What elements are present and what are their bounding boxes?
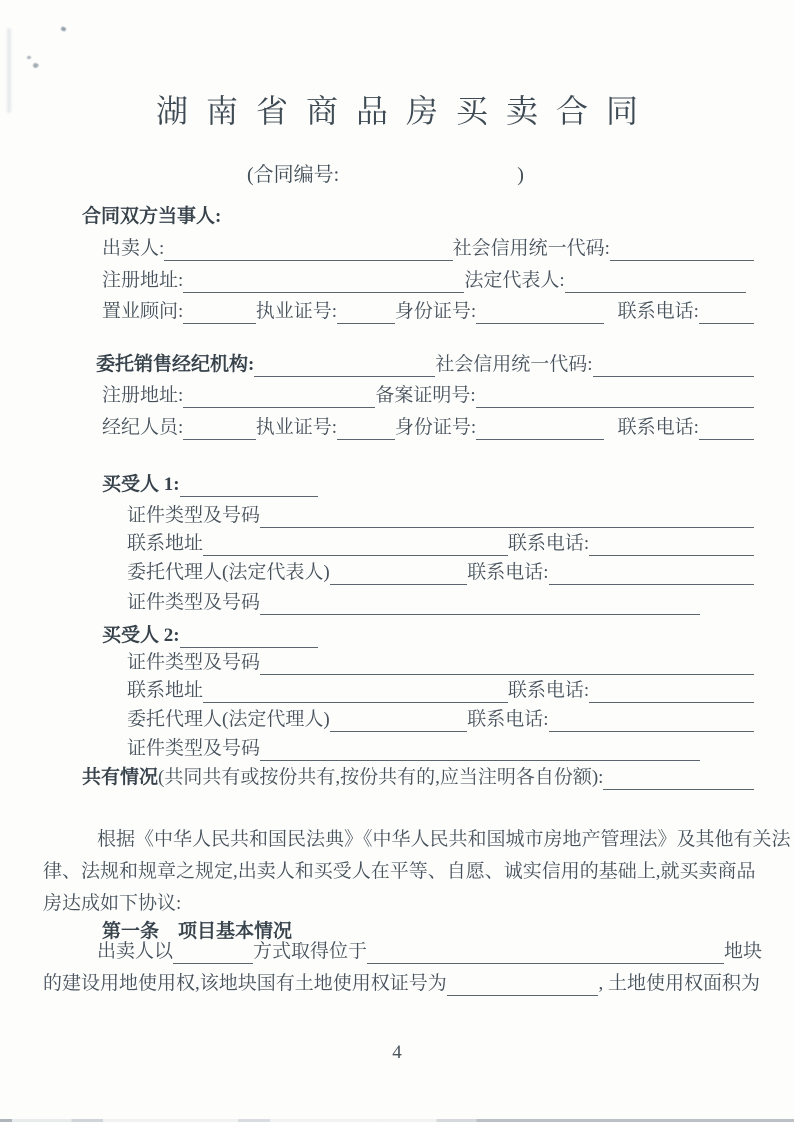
broker-staff-label: 经纪人员: [102,417,184,438]
buyer1-header: 买受人 1: [102,474,180,495]
seller-row [102,235,754,261]
buyer1-agent-phone-field [549,564,754,585]
land-row-2 [43,970,760,996]
broker-credit-code-field [593,356,755,377]
buyer2-agent-field [330,711,468,732]
buyer2-agent-phone-label: 联系电话: [467,709,549,730]
broker-reg-addr-label: 注册地址: [102,385,184,406]
buyer1-addr-row [127,530,754,556]
page-number: 4 [392,1042,402,1063]
seller-id-label: 身份证号: [394,301,477,322]
seller-license-label: 执业证号: [255,301,337,322]
co-ownership-field [603,769,754,790]
buyer2-cert-row [127,649,754,675]
buyer1-agent-field [330,564,468,585]
seller-legal-rep-label: 法定代表人: [464,270,565,291]
buyer2-header: 买受人 2: [102,625,180,646]
buyer2-agent-row [127,706,754,732]
seller-legal-rep-field [565,272,746,293]
buyer1-name-field [180,476,318,497]
article1-title: 项目基本情况 [178,921,293,942]
buyer2-agent-cert-label: 证件类型及号码 [127,738,261,759]
land-cert-no-field [447,975,599,996]
buyer2-agent-cert-field [260,740,700,761]
broker-org-label: 委托销售经纪机构: [96,354,255,375]
scan-bottom-edge [0,1119,794,1122]
buyer2-phone-field [589,682,754,703]
co-ownership-note: (共同共有或按份共有,按份共有的,应当注明各自份额): [158,767,604,788]
seller-credit-code-field [610,240,754,261]
broker-id-field [476,419,603,440]
broker-reg-addr-row [102,382,754,408]
buyer2-phone-label: 联系电话: [507,680,590,701]
broker-phone-label: 联系电话: [617,417,699,438]
preamble-line-2: 律、法规和规章之规定,出卖人和买受人在平等、自愿、诚实信用的基础上,就买卖商品 [43,861,756,882]
buyer1-agent-cert-field [260,594,700,615]
parties-header: 合同双方当事人: [82,206,222,227]
co-ownership-row [82,764,754,790]
seller-credit-code-label: 社会信用统一代码: [452,238,610,259]
buyer1-agent-cert-label: 证件类型及号码 [127,592,261,613]
buyer2-addr-field [203,682,508,703]
contract-number-field [339,167,517,187]
scan-speck [32,62,39,69]
land-parcel-label: 地块 [723,941,762,962]
broker-staff-row [102,414,754,440]
preamble-line-3: 房达成如下协议: [43,893,182,914]
buyer1-agent-cert-row [127,589,700,615]
buyer2-header-row [102,622,318,648]
scan-speck [27,56,32,60]
broker-record-no-label: 备案证明号: [375,385,476,406]
buyer2-agent-cert-row [127,735,700,761]
buyer2-cert-field [260,654,754,675]
buyer1-addr-field [203,535,508,556]
contract-number-close-paren: ) [517,164,524,186]
land-cert-label: 的建设用地使用权,该地块国有土地使用权证号为 [43,973,447,994]
seller-consultant-row [102,298,754,324]
parties-header-row [82,203,221,229]
broker-license-label: 执业证号: [255,417,337,438]
buyer1-agent-phone-label: 联系电话: [467,562,549,583]
seller-reg-addr-label: 注册地址: [102,270,184,291]
seller-name-field [164,240,452,261]
scan-speck [60,26,66,32]
buyer1-phone-label: 联系电话: [507,533,590,554]
buyer2-addr-label: 联系地址 [127,680,204,701]
broker-id-label: 身份证号: [394,417,477,438]
co-ownership-label: 共有情况 [82,767,159,788]
seller-consultant-field [183,303,255,324]
buyer2-cert-label: 证件类型及号码 [127,652,261,673]
buyer1-cert-field [260,507,754,528]
buyer1-cert-row [127,502,754,528]
broker-staff-field [183,419,255,440]
buyer2-addr-row [127,677,754,703]
buyer2-name-field [180,627,318,648]
buyer2-agent-phone-field [549,711,754,732]
seller-id-field [476,303,603,324]
seller-reg-addr-field [183,272,464,293]
article1-number: 第一条 [102,921,160,942]
document-title: 湖南省商品房买卖合同 [155,93,656,129]
land-location-label: 方式取得位于 [253,941,368,962]
contract-number-line [247,158,524,187]
broker-phone-field [699,419,754,440]
seller-phone-label: 联系电话: [617,301,699,322]
buyer1-phone-field [589,535,754,556]
broker-license-field [337,419,395,440]
buyer1-agent-label: 委托代理人(法定代表人) [127,562,330,583]
land-area-label: , 土地使用权面积为 [598,973,760,994]
contract-number-label: (合同编号: [247,164,340,186]
seller-reg-addr-row [102,267,746,293]
buyer1-agent-row [127,559,754,585]
seller-phone-field [699,303,754,324]
land-seller-label: 出卖人以 [97,941,174,962]
broker-reg-addr-field [183,387,375,408]
land-location-field [367,943,724,964]
broker-record-no-field [476,387,754,408]
seller-name-label: 出卖人: [102,238,165,259]
buyer1-header-row [102,471,318,497]
broker-org-field [254,356,435,377]
seller-license-field [337,303,395,324]
preamble-line-1: 根据《中华人民共和国民法典》《中华人民共和国城市房地产管理法》及其他有关法 [97,829,791,850]
land-method-field [173,943,253,964]
seller-consultant-label: 置业顾问: [102,301,184,322]
broker-credit-code-label: 社会信用统一代码: [435,354,593,375]
buyer1-cert-label: 证件类型及号码 [127,505,261,526]
broker-row [96,351,754,377]
land-row-1 [97,938,762,964]
buyer2-agent-label: 委托代理人(法定代理人) [127,709,330,730]
buyer1-addr-label: 联系地址 [127,533,204,554]
